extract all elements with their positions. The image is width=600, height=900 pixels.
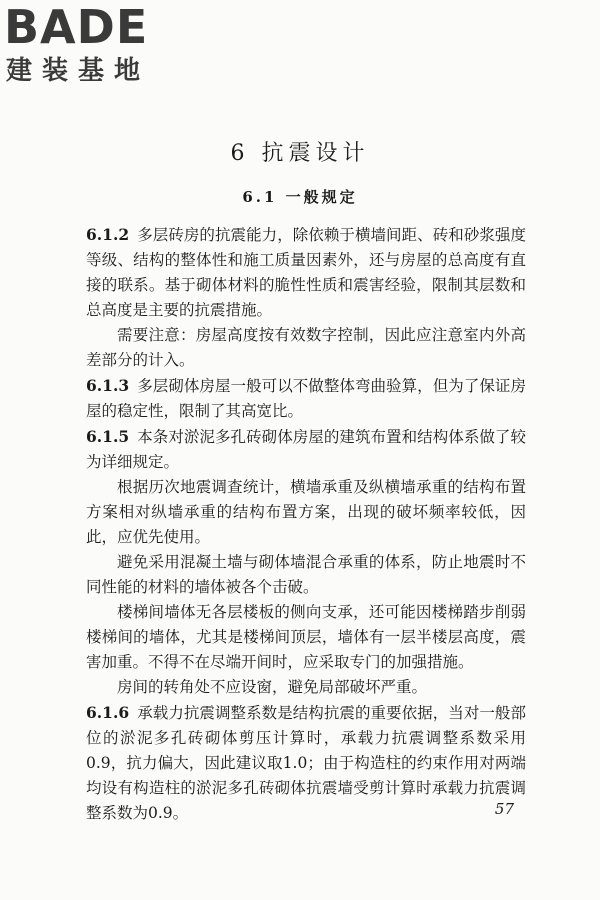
clause-text: 本条对淤泥多孔砖砌体房屋的建筑布置和结构体系做了较为详细规定。 xyxy=(86,428,526,471)
clause-text: 多层砖房的抗震能力，除依赖于横墙间距、砖和砂浆强度等级、结构的整体性和施工质量因素外，还与房屋的总高度有直接的联系。基于砌体材料的脆性性质和震害经验，限制其层数和总高度是主要的抗震措施。 xyxy=(86,226,526,319)
paragraph: 房间的转角处不应设窗，避免局部破坏严重。 xyxy=(117,678,428,696)
clause-number: 6.1.5 xyxy=(86,427,130,446)
clause-number: 6.1.3 xyxy=(86,376,130,395)
clause-6-1-6 xyxy=(86,700,526,826)
clause-number: 6.1.6 xyxy=(86,703,130,722)
clause-text: 承载力抗震调整系数是结构抗震的重要依据，当对一般部位的淤泥多孔砖砌体剪压计算时，承载力抗震调整系数采用0.9，抗力偏大，因此建议取1.0；由于构造柱的约束作用对两端均设有构造柱的淤泥多孔砖砌体抗震墙受剪计算时承载力抗震调整系数为0.9。 xyxy=(86,704,526,822)
paragraph: 避免采用混凝土墙与砌体墙混合承重的体系，防止地震时不同性能的材料的墙体被各个击破。 xyxy=(86,553,526,596)
section-title: 6.1 一般规定 xyxy=(242,188,358,206)
paragraph: 根据历次地震调查统计，横墙承重及纵横墙承重的结构布置方案相对纵墙承重的结构布置方案，出现的破坏频率较低，因此，应优先使用。 xyxy=(86,478,526,546)
paragraph: 楼梯间墙体无各层楼板的侧向支承，还可能因楼梯踏步削弱楼梯间的墙体，尤其是楼梯间顶层，墙体有一层半楼层高度，震害加重。不得不在尽端开间时，应采取专门的加强措施。 xyxy=(86,603,526,671)
page-number: 57 xyxy=(494,800,514,818)
logo-subtitle: 建装基地 xyxy=(6,56,151,86)
clause-6-1-2 xyxy=(86,222,526,323)
watermark-logo xyxy=(4,2,150,86)
body-text xyxy=(86,222,526,826)
clause-text: 多层砌体房屋一般可以不做整体弯曲验算，但为了保证房屋的稳定性，限制了其高宽比。 xyxy=(86,377,526,420)
chapter-title: 6 抗震设计 xyxy=(230,141,370,166)
clause-6-1-5 xyxy=(86,424,526,475)
clause-6-1-3 xyxy=(86,373,526,424)
clause-number: 6.1.2 xyxy=(86,225,130,244)
paragraph: 需要注意：房屋高度按有效数字控制，因此应注意室内外高差部分的计入。 xyxy=(86,326,526,369)
logo-wordmark: BADE xyxy=(4,0,149,54)
